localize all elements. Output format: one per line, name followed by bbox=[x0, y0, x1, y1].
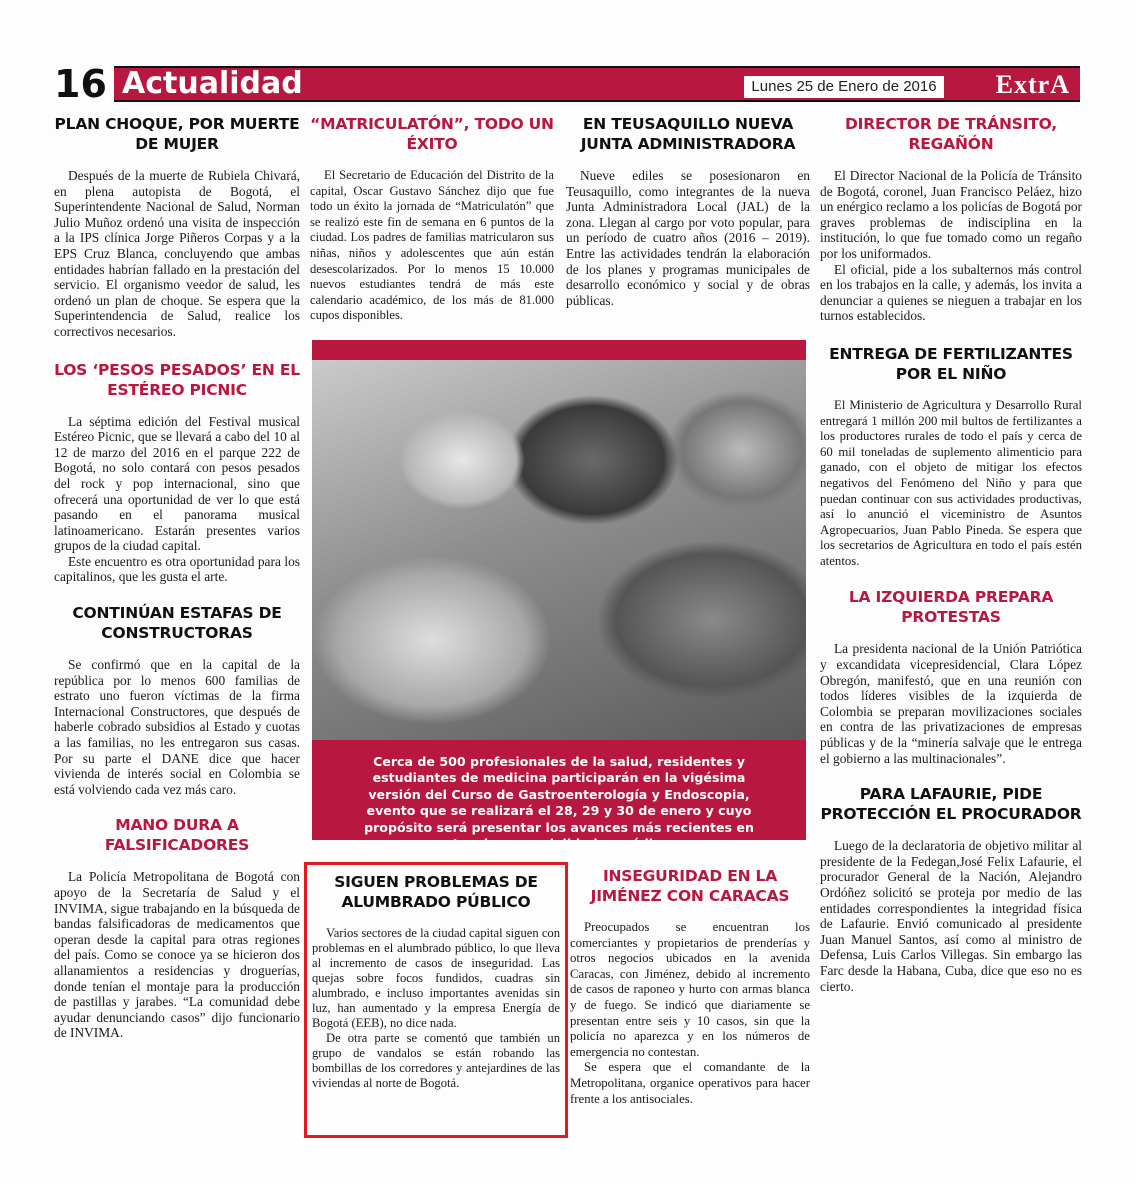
article-body: La presidenta nacional de la Unión Patriótica y excandidata vicepresidencial, Clara López Obregón, manifestó, que en una reunión con todos líderes visibles de la izquierda de Colombia se preparan movilizaciones sociales en contra de las privatizaciones de empresas públicas y de la “minería salvaje que le entrega el gobierno a las multinacionales”. bbox=[820, 641, 1082, 766]
column-1 bbox=[54, 114, 300, 1059]
headline: PLAN CHOQUE, POR MUERTE DE MUJER bbox=[54, 115, 300, 153]
section-title: Actualidad bbox=[122, 66, 303, 101]
selection-highlight-box bbox=[304, 862, 568, 1138]
photo-top-band bbox=[312, 340, 806, 360]
article-body: Nueve ediles se posesionaron en Teusaquillo, como integrantes de la nueva Junta Administradora Local (JAL) de la zona. Llegan al cargo por voto popular, para un período de cuatro años (2016 – 2019). Entre las actividades tendrán la elaboración de los planes y programas municipales de desarrollo económico y social y de obras públicas. bbox=[566, 168, 810, 308]
headline: CONTINÚAN ESTAFAS DE CONSTRUCTORAS bbox=[72, 604, 282, 643]
headline: LA IZQUIERDA PREPARA PROTESTAS bbox=[848, 588, 1054, 627]
headline: “MATRICULATÓN”, TODO UN ÉXITO bbox=[310, 115, 554, 153]
headline: ENTREGA DE FERTILIZANTES POR EL NIÑO bbox=[829, 344, 1073, 383]
article-body: Luego de la declaratoria de objetivo militar al presidente de la Fedegan,José Felix Lafaurie, el procurador General de la Nación, Alejandro Ordóñez solicitó se proteja por medio de las entidades correspondientes la integridad física de Lafaurie. Envió comunicado al presidente Juan Manuel Santos, así como al ministro de Defensa, Luis Carlos Villegas. Sin embargo las Farc desde la Habana, Cuba, dice que eso no es cierto. bbox=[820, 838, 1082, 994]
article-body: La séptima edición del Festival musical Estéreo Picnic, que se llevará a cabo del 10 al 12 de marzo del 2016 en el parque 222 de Bogotá, no solo contará con pesos pesados del rock y pop internacional, sino que ofrecerá una oportunidad de ver lo que está pasando en el panorama musical latinoamericano. Estarán presentes varios grupos de la ciudad capital. bbox=[54, 413, 300, 554]
article-lafaurie bbox=[820, 784, 1082, 994]
article-fertilizantes bbox=[820, 344, 1082, 570]
issue-date: Lunes 25 de Enero de 2016 bbox=[744, 76, 944, 98]
headline: INSEGURIDAD EN LA JIMÉNEZ CON CARACAS bbox=[590, 867, 790, 905]
surgery-photo bbox=[312, 340, 806, 740]
article-inseguridad bbox=[570, 866, 810, 1107]
article-body: Se espera que el comandante de la Metropolitana, organice operativos para hacer frente a los antisociales. bbox=[570, 1060, 810, 1106]
article-body: Varios sectores de la ciudad capital siguen con problemas en el alumbrado público, lo que lleva al incremento de casos de inseguridad. Las quejas sobre focos fundidos, cuadras sin alumbrado, e incluso importantes avenidas sin luz, han aumentado y la empresa Energía de Bogotá (EEB), no dice nada. bbox=[312, 926, 560, 1030]
article-body: Se confirmó que en la capital de la república por lo menos 600 familias de estrato uno fueron víctimas de la firma Internacional Constructores, que después de haberle cobrado subsidios al Estado y cuotas a las familias, no les entregaron sus casas. Por su parte el DANE dice que hacer vivienda de interés social en Colombia se está volviendo cada vez más caro. bbox=[54, 657, 300, 797]
headline: MANO DURA A FALSIFICADORES bbox=[104, 816, 250, 855]
article-transito bbox=[820, 114, 1082, 324]
article-body: El Director Nacional de la Policía de Tránsito de Bogotá, coronel, Juan Francisco Peláez, hizo un enérgico reclamo a los policías de Bogotá por graves problemas de indisciplina en la institución, lo que fue tomado como un regaño por los uniformados. bbox=[820, 168, 1082, 261]
column-3-bottom bbox=[570, 866, 810, 1125]
photo-caption: Cerca de 500 profesionales de la salud, residentes y estudiantes de medicina participarán en la vigésima versión del Curso de Gastroenterología y Endoscopia, evento que se realizará el 28, 29 y 30 de enero y cuyo propósito será presentar los avances más recientes en estas dos especialidades médicas. bbox=[312, 740, 806, 840]
headline: SIGUEN PROBLEMAS DE ALUMBRADO PÚBLICO bbox=[334, 873, 538, 911]
article-pesos-pesados bbox=[54, 360, 300, 586]
article-izquierda bbox=[820, 587, 1082, 766]
newspaper-logo: ExtrA bbox=[995, 70, 1070, 99]
article-plan-choque bbox=[54, 114, 300, 340]
article-body: La Policía Metropolitana de Bogotá con apoyo de la Secretaría de Salud y el INVIMA, sigue trabajando en la búsqueda de bandas falsificadoras de medicamentos que operan desde la capital para otras regiones del país. Como se conoce ya se hicieron dos allanamientos a residencias y droguerías, donde tenían el montaje para la producción de pastillas y jarabes. “La comunidad debe ayudar denunciando casos” dijo funcionario de INVIMA. bbox=[54, 869, 300, 1041]
headline: LOS ‘PESOS PESADOS’ EN EL ESTÉREO PICNIC bbox=[54, 360, 300, 399]
column-4 bbox=[820, 114, 1082, 1012]
article-body: El oficial, pide a los subalternos más control en los trabajos en la calle, y además, los invita a denunciar a quienes se nieguen a trabajar en los turnos establecidos. bbox=[820, 261, 1082, 324]
article-body: Este encuentro es otra oportunidad para los capitalinos, que les gusta el arte. bbox=[54, 553, 300, 585]
article-matriculaton bbox=[310, 114, 554, 324]
article-body: Después de la muerte de Rubiela Chivará, en plena autopista de Bogotá, el Superintendente Nacional de Salud, Norman Julio Muñoz ordenó una visita de inspección a la IPS clínica Jorge Piñeros Corpas y a la EPS Cruz Blanca, concluyendo que ambas entidades habrían fallado en la prestación del servicio. El organismo veedor de salud, les ordenó un plan de choque. Se espera que la Superintendencia de Salud, realice los correctivos necesarios. bbox=[54, 168, 300, 339]
article-estafas bbox=[54, 603, 300, 797]
column-2-top bbox=[310, 114, 554, 342]
headline: DIRECTOR DE TRÁNSITO, REGAÑÓN bbox=[845, 115, 1057, 153]
headline: PARA LAFAURIE, PIDE PROTECCIÓN EL PROCURADOR bbox=[820, 785, 1082, 824]
article-body: Preocupados se encuentran los comerciantes y propietarios de prenderías y otros negocios ubicados en la avenida Caracas, con Jiménez, debido al incremento de casos de raponeo y hurto con armas blanca y de fuego. Se indicó que diariamente se presentan entre seis y 10 casos, sin que la policía no aparezca y en los números de emergencia no contestan. bbox=[570, 920, 810, 1059]
article-teusaquillo bbox=[566, 114, 810, 308]
article-body: De otra parte se comentó que también un grupo de vandalos se están robando las bombillas de los corredores y antejardines de las viviendas al norte de Bogotá. bbox=[312, 1031, 560, 1090]
column-3-top bbox=[566, 114, 810, 326]
article-mano-dura bbox=[54, 815, 300, 1041]
article-body: El Secretario de Educación del Distrito de la capital, Oscar Gustavo Sánchez dijo que fue todo un éxito la jornada de “Matriculatón” que se realizó este fin de semana en 6 puntos de la ciudad. Los padres de familias matricularon sus niñas, niños y adolescentes que aún están desescolarizados. Por lo menos 15 10.000 nuevos estudiantes tendrá de más este calendario académico, de los más de 81.000 cupos disponibles. bbox=[310, 168, 554, 323]
page-header bbox=[54, 62, 1080, 106]
headline: EN TEUSAQUILLO NUEVA JUNTA ADMINISTRADORA bbox=[580, 115, 796, 153]
page-number: 16 bbox=[54, 64, 114, 104]
article-body: El Ministerio de Agricultura y Desarrollo Rural entregará 1 millón 200 mil bultos de fertilizantes a los productores rurales de todo el país y cerca de 60 mil toneladas de suplemento alimenticio para ganado, con el objeto de mitigar los efectos negativos del Fenómeno del Niño y para que puedan continuar con sus actividades productivas, así lo anunció el viceministro de Asuntos Agropecuarios, Juan Pablo Pineda. Se espera que los secretarios de Agricultura en todo el país estén atentos. bbox=[820, 397, 1082, 568]
